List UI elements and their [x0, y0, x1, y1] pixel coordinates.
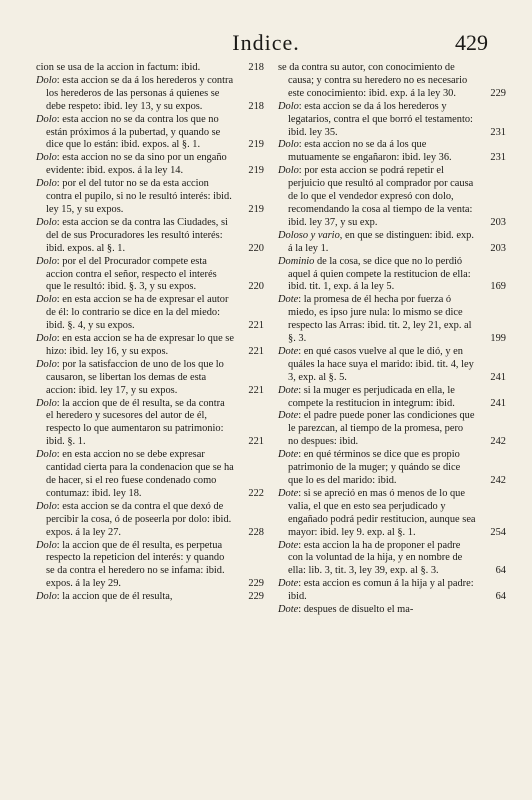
entry-text: cion se usa de la accion in factum: ibid.: [36, 62, 201, 73]
entry-term: Dolo: [36, 449, 57, 461]
index-entry: [278, 540, 506, 579]
entry-page-ref: 221: [248, 320, 264, 332]
running-title: Indice.: [232, 30, 300, 55]
entry-term: Dolo: [36, 397, 57, 409]
entry-page-ref: 64: [495, 591, 506, 603]
index-entry: [278, 346, 506, 385]
index-entry: [278, 62, 506, 101]
entry-page-ref: 231: [490, 126, 506, 138]
index-entry: [36, 114, 264, 153]
entry-text: : por el del Procurador compete esta accion contra el señor, respecto el interés que le resultó: ibid. §. 3, y su expos.: [46, 255, 217, 293]
entry-page-ref: 169: [490, 281, 506, 293]
entry-text: : por la satisfaccion de uno de los que lo causaron, se libertan los demas de esta accion: ibid. ley 17, y su expos.: [46, 358, 224, 396]
index-entry: [36, 75, 264, 114]
entry-term: Dote: [278, 345, 299, 357]
entry-term: Dolo: [36, 500, 57, 512]
entry-text: : por esta accion se podrá repetir el perjuicio que resultó al comprador por causa de lo que el vendedor expresó con dolo, recomendando la cosa al tiempo de la venta: ibid. ley 37, y su exp.: [288, 165, 474, 228]
entry-page-ref: 220: [248, 242, 264, 254]
entry-page-ref: 228: [248, 526, 264, 538]
entry-text: : esta accion no se da sino por un engaño evidente: ibid. expos. á la ley 14.: [46, 152, 227, 177]
entry-page-ref: 219: [248, 139, 264, 151]
entry-term: Dote: [278, 487, 299, 499]
entry-page-ref: 199: [490, 333, 506, 345]
index-entry: [36, 152, 264, 178]
entry-page-ref: 203: [490, 242, 506, 254]
entry-text: : esta accion se da contra las Ciudades, si del de sus Procuradores les resultó interés: ibid. expos. al §. 1.: [46, 216, 228, 254]
entry-term: Doloso y vario: [278, 229, 340, 241]
entry-text: , en que se distinguen: ibid. exp. á la ley 1.: [288, 229, 474, 254]
entry-term: Dote: [278, 449, 299, 461]
entry-term: Dote: [278, 604, 299, 616]
index-entry: [278, 294, 506, 346]
entry-term: Dolo: [36, 294, 57, 306]
entry-text: se da contra su autor, con conocimiento de causa; y contra su heredero no es necesario este conocimiento: ibid. exp. á la ley 30.: [278, 62, 468, 99]
entry-text: : en esta accion se ha de expresar lo que se hizo: ibid. ley 16, y su expos.: [46, 333, 234, 357]
entry-page-ref: 64: [495, 565, 506, 577]
index-entry: [36, 178, 264, 217]
entry-text: : despues de disuelto el ma-: [298, 604, 414, 616]
index-entry: [278, 604, 506, 617]
index-entry: [278, 578, 506, 604]
index-entry: [36, 62, 264, 75]
entry-text: : en esta accion se ha de expresar el autor de él: lo contrario se dice en la del miedo: ibid. §. 4, y su expos.: [46, 294, 229, 332]
entry-page-ref: 221: [248, 436, 264, 448]
entry-term: Dolo: [36, 74, 57, 86]
index-entry: [278, 165, 506, 230]
entry-page-ref: 229: [248, 578, 264, 590]
entry-term: Dolo: [36, 333, 57, 345]
index-entry: [278, 230, 506, 256]
entry-text: : esta accion no se da contra los que no están próximos á la pubertad, y quando se dice que lo están: ibid. expos. al §. 1.: [46, 113, 221, 151]
entry-page-ref: 219: [248, 165, 264, 177]
index-entry: [36, 501, 264, 540]
entry-text: : esta accion no se da á los que mutuamente se engañaron: ibid. ley 36.: [288, 139, 452, 164]
index-entry: [36, 333, 264, 359]
index-entry: [36, 256, 264, 295]
index-entry: [36, 398, 264, 450]
index-entry: [278, 256, 506, 295]
entry-page-ref: 242: [490, 436, 506, 448]
entry-text: : la promesa de él hecha por fuerza ó miedo, es ipso jure nula: lo mismo se dice respecto las Arras: ibid. tit. 2, ley 21, exp. al §. 3.: [288, 294, 472, 345]
entry-term: Dote: [278, 294, 299, 306]
index-entry: [36, 591, 264, 604]
entry-page-ref: 242: [490, 475, 506, 486]
entry-text: : el padre puede poner las condiciones que le parezcan, al tiempo de la promesa, pero no despues: ibid.: [288, 410, 475, 448]
index-entry: [278, 410, 506, 449]
entry-term: Dote: [278, 410, 299, 422]
entry-term: Dote: [278, 578, 299, 590]
entry-term: Dolo: [36, 113, 57, 125]
entry-term: Dolo: [36, 152, 57, 164]
entry-term: Dolo: [278, 165, 299, 177]
entry-text: : esta accion se da contra el que dexó de percibir la cosa, ó de poseerla por dolo: ibid. expos. á la ley 27.: [46, 500, 232, 538]
index-entry: [36, 449, 264, 501]
entry-text: : esta accion se da á los herederos y contra los herederos de las personas á quienes se debe respeto: ibid. ley 13, y su expos.: [46, 74, 234, 112]
entry-page-ref: 203: [490, 216, 506, 228]
entry-term: Dolo: [36, 216, 57, 228]
index-entry: [36, 217, 264, 256]
index-entry: [278, 385, 506, 411]
entry-term: Dolo: [36, 255, 57, 267]
index-entry: [278, 101, 506, 140]
left-column: [36, 62, 264, 604]
entry-page-ref: 219: [248, 203, 264, 215]
entry-text: de la cosa, se dice que no lo perdió aquel á quien compete la restitucion de ella: ibid. tit. 1, exp. á la ley 5.: [288, 255, 471, 293]
index-entry: [278, 488, 506, 540]
entry-text: : si la muger es perjudicada en ella, le compete la restitucion in integrum: ibid.: [288, 384, 455, 409]
entry-text: : en qué casos vuelve al que le dió, y en quáles la hace suya el marido: ibid. tit. 4, ley 3, exp. al §. 5.: [288, 345, 474, 383]
entry-text: : por el del tutor no se da esta accion contra el pupilo, si no le resultó interés: ibid. ley 15, y su expos.: [46, 178, 232, 215]
entry-page-ref: 254: [490, 526, 506, 538]
page-header: [40, 24, 492, 58]
index-entry: [278, 449, 506, 488]
entry-term: Dote: [278, 539, 299, 551]
entry-term: Dolo: [36, 358, 57, 370]
entry-page-ref: 218: [248, 62, 264, 73]
entry-term: Dote: [278, 384, 299, 396]
entry-term: Dolo: [36, 178, 57, 190]
entry-text: : en qué términos se dice que es propio patrimonio de la muger; y quándo se dice que lo es del marido: ibid.: [288, 449, 461, 486]
index-entry: [36, 540, 264, 592]
entry-page-ref: 241: [490, 371, 506, 383]
index-entry: [36, 294, 264, 333]
right-column: [278, 62, 506, 617]
entry-page-ref: 218: [248, 100, 264, 112]
entry-term: Dolo: [278, 100, 299, 112]
page-number: 429: [455, 30, 488, 55]
entry-term: Dolo: [278, 139, 299, 151]
entry-text: : si se apreció en mas ó menos de lo que valia, el que en esto sea perjudicado y engañado podrá pedir restitucion, aunque sea mayor: ibid. ley 9. exp. al §. 1.: [288, 487, 476, 538]
entry-page-ref: 229: [490, 87, 506, 99]
entry-page-ref: 231: [490, 152, 506, 164]
entry-page-ref: 222: [248, 487, 264, 499]
entry-page-ref: 220: [248, 281, 264, 293]
entry-text: : esta accion se da á los herederos y legatarios, contra el que borró el testamento: ibid. ley 35.: [288, 100, 473, 138]
index-entry: [278, 139, 506, 165]
entry-text: : esta accion es comun á la hija y al padre: ibid.: [288, 578, 474, 603]
entry-text: : la accion que de él resulta, es perpetua respecto la repeticion del interés: y quando se da contra el heredero no se infama: ibid. expos. á la ley 29.: [46, 539, 225, 590]
entry-text: : esta accion la ha de proponer el padre con la voluntad de la hija, y en nombre de ella: lib. 3, tit. 3, ley 39, exp. al §. 3.: [288, 539, 463, 577]
entry-page-ref: 229: [248, 591, 264, 603]
entry-text: : en esta accion no se debe expresar cantidad cierta para la condenacion que se ha de hacer, si el reo fuese condenado como contumaz: ibid. ley 18.: [46, 449, 234, 499]
entry-text: : la accion que de él resulta,: [56, 591, 173, 603]
entry-text: : la accion que de él resulta, se da contra el heredero y sucesores del autor de él, respecto lo que aumentaron su patrimonio: ibid. §. 1.: [46, 397, 225, 448]
entry-page-ref: 221: [248, 345, 264, 357]
entry-term: Dominio: [278, 255, 315, 267]
entry-term: Dolo: [36, 591, 57, 603]
entry-page-ref: 241: [490, 397, 506, 409]
entry-term: Dolo: [36, 539, 57, 551]
entry-page-ref: 221: [248, 384, 264, 396]
index-entry: [36, 359, 264, 398]
